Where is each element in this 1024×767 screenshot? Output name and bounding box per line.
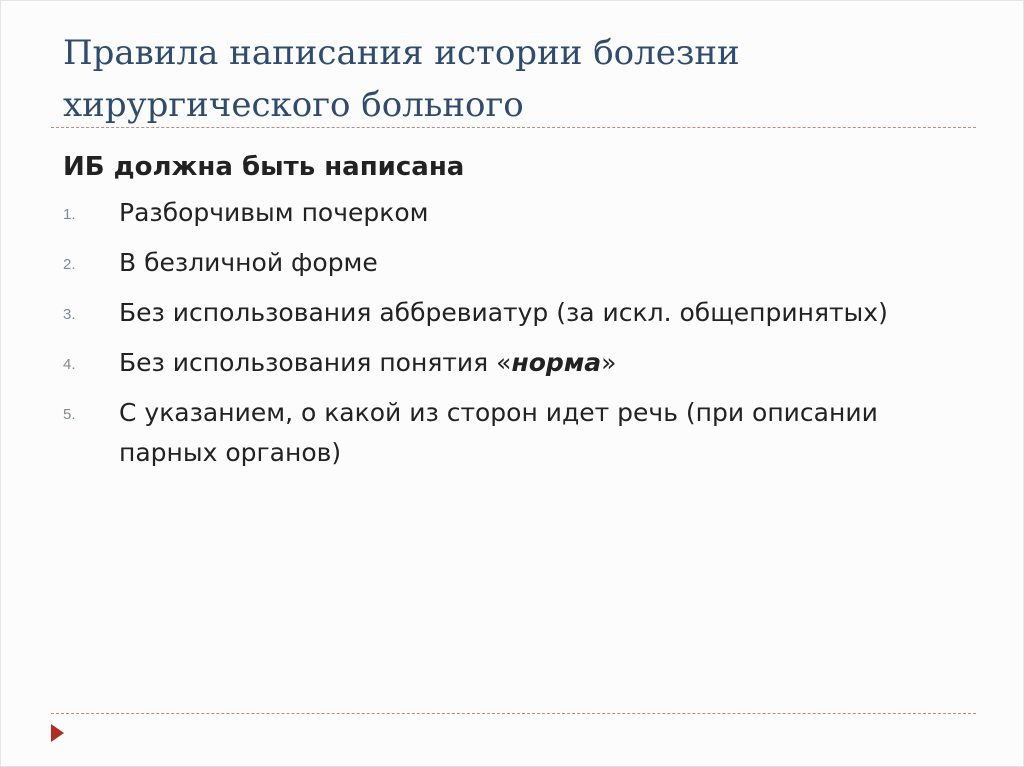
list-item-text-before: Без использования понятия « bbox=[119, 348, 512, 377]
list-item-text: Без использования аббревиатур (за искл. общепринятых) bbox=[119, 298, 888, 327]
slide-title bbox=[63, 27, 963, 131]
list-item-number: 5. bbox=[63, 406, 76, 423]
numbered-list bbox=[63, 193, 983, 473]
list-item bbox=[63, 293, 983, 333]
list-item-text: Разборчивым почерком bbox=[119, 198, 429, 227]
list-item bbox=[63, 243, 983, 283]
list-item bbox=[63, 193, 983, 233]
list-item-text: В безличной форме bbox=[119, 248, 378, 277]
list-item-number: 3. bbox=[63, 306, 76, 323]
slide-title-line-1: Правила написания истории болезни bbox=[63, 33, 740, 73]
list-item bbox=[63, 393, 983, 473]
footer-divider bbox=[51, 713, 976, 714]
list-item-number: 4. bbox=[63, 356, 76, 373]
list-item bbox=[63, 343, 983, 383]
list-item-text-after: » bbox=[601, 348, 617, 377]
title-divider bbox=[51, 127, 976, 128]
slide-content bbox=[63, 145, 983, 483]
play-triangle-icon[interactable] bbox=[51, 724, 64, 742]
list-item-number: 2. bbox=[63, 256, 76, 273]
slide-title-line-2: хирургического больного bbox=[63, 85, 524, 125]
content-heading: ИБ должна быть написана bbox=[63, 152, 465, 182]
list-item-text: С указанием, о какой из сторон идет речь (при описании парных органов) bbox=[119, 398, 878, 467]
list-item-number: 1. bbox=[63, 206, 76, 223]
list-item-emphasis: норма bbox=[511, 348, 602, 377]
